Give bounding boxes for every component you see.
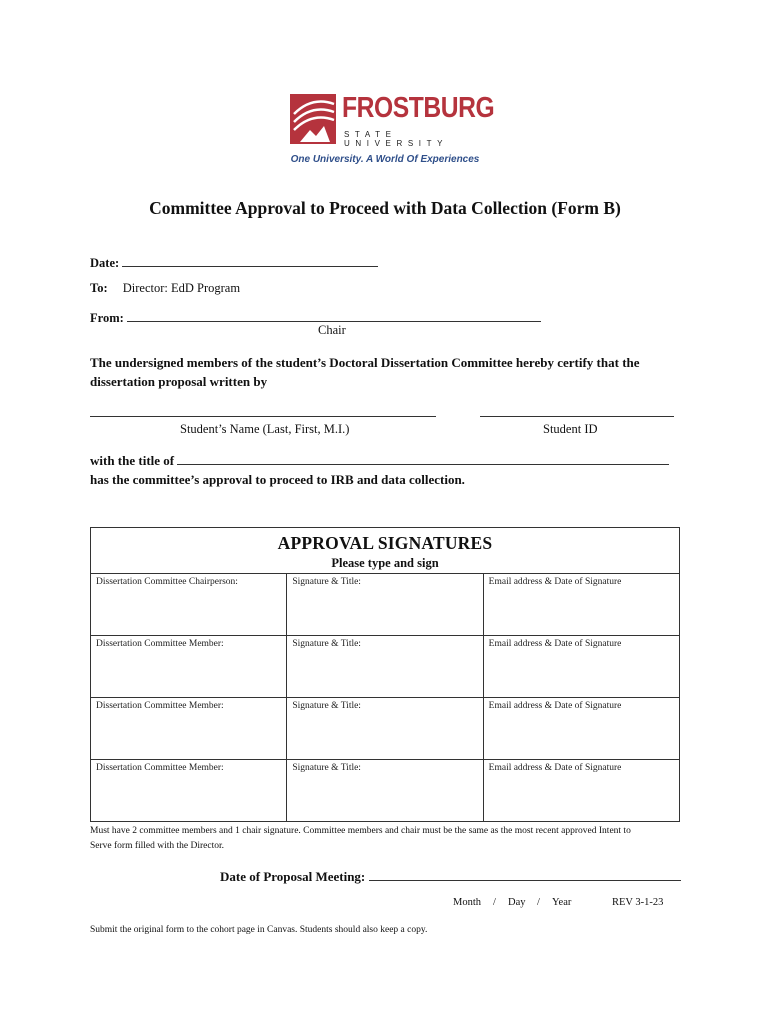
submit-note: Submit the original form to the cohort page in Canvas. Students should also keep a copy. <box>90 925 428 935</box>
date-label: Date: <box>90 256 120 270</box>
date-field[interactable] <box>122 254 378 267</box>
to-row <box>90 281 240 296</box>
requirement-note-line2: Serve form filled with the Director. <box>90 841 225 851</box>
from-label: From: <box>90 311 124 325</box>
member1-signature-cell[interactable]: Signature & Title: <box>287 636 483 698</box>
from-row <box>90 309 541 326</box>
form-title: Committee Approval to Proceed with Data Collection (Form B) <box>149 198 621 218</box>
approval-table-header <box>91 528 680 574</box>
approval-signatures-table <box>90 527 680 822</box>
member2-role-cell[interactable]: Dissertation Committee Member: <box>91 698 287 760</box>
member3-email-cell[interactable]: Email address & Date of Signature <box>483 760 679 822</box>
chair-caption: Chair <box>318 323 346 337</box>
logo-wordmark: FROSTBURG <box>342 92 495 124</box>
tagline: One University. A World Of Experiences <box>290 154 480 165</box>
approval-statement: has the committee’s approval to proceed to IRB and data collection. <box>90 472 465 487</box>
student-name-field[interactable] <box>90 404 436 417</box>
requirement-note-line1: Must have 2 committee members and 1 chair signature. Committee members and chair must be the same as the most recent approved Intent to <box>90 826 631 836</box>
date-separator: / <box>537 897 540 908</box>
meeting-date-row <box>220 868 681 885</box>
student-name-caption: Student’s Name (Last, First, M.I.) <box>180 422 350 436</box>
table-row <box>91 698 680 760</box>
student-id-caption: Student ID <box>543 422 598 436</box>
meeting-label: Date of Proposal Meeting: <box>220 869 366 884</box>
table-row <box>91 760 680 822</box>
member2-email-cell[interactable]: Email address & Date of Signature <box>483 698 679 760</box>
member1-role-cell[interactable]: Dissertation Committee Member: <box>91 636 287 698</box>
member2-signature-cell[interactable]: Signature & Title: <box>287 698 483 760</box>
chair-signature-cell[interactable]: Signature & Title: <box>287 574 483 636</box>
student-id-field[interactable] <box>480 404 674 417</box>
chair-role-cell[interactable]: Dissertation Committee Chairperson: <box>91 574 287 636</box>
table-row <box>91 574 680 636</box>
revision-label: REV 3-1-23 <box>612 897 664 908</box>
member3-role-cell[interactable]: Dissertation Committee Member: <box>91 760 287 822</box>
day-caption: Day <box>508 897 526 908</box>
from-field[interactable] <box>127 309 541 322</box>
member3-signature-cell[interactable]: Signature & Title: <box>287 760 483 822</box>
title-of-row <box>90 452 669 469</box>
to-label: To: <box>90 281 108 295</box>
certify-text-line2: dissertation proposal written by <box>90 374 268 389</box>
title-of-label: with the title of <box>90 453 175 468</box>
frostburg-logo <box>290 92 495 148</box>
approval-subheading: Please type and sign <box>331 556 439 570</box>
date-separator: / <box>493 897 496 908</box>
year-caption: Year <box>552 897 572 908</box>
dissertation-title-field[interactable] <box>177 452 669 465</box>
chair-email-cell[interactable]: Email address & Date of Signature <box>483 574 679 636</box>
date-row <box>90 254 378 271</box>
approval-heading: APPROVAL SIGNATURES <box>277 533 493 553</box>
table-row <box>91 636 680 698</box>
meeting-date-field[interactable] <box>369 868 681 881</box>
logo-subtitle: STATE UNIVERSITY <box>344 130 449 148</box>
to-value: Director: EdD Program <box>122 281 241 295</box>
member1-email-cell[interactable]: Email address & Date of Signature <box>483 636 679 698</box>
certify-text-line1: The undersigned members of the student’s Doctoral Dissertation Committee hereby certify that the <box>90 355 640 370</box>
month-caption: Month <box>453 897 482 908</box>
